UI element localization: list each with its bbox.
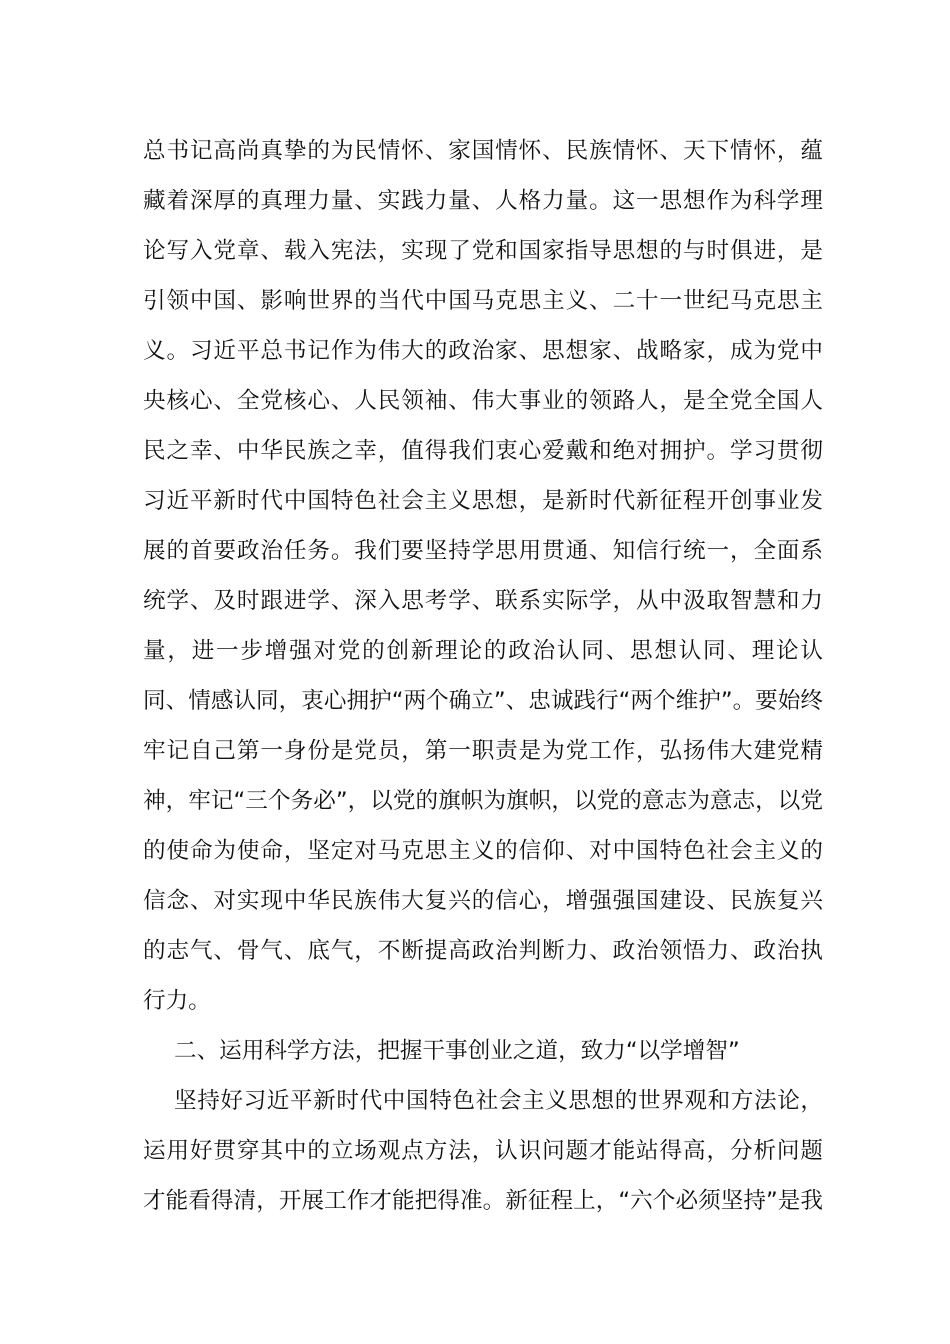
paragraph-line: 运用好贯穿其中的立场观点方法，认识问题才能站得高，分析问题 bbox=[143, 1138, 823, 1164]
paragraph-line: 的使命为使命，坚定对马克思主义的信仰、对中国特色社会主义的 bbox=[143, 838, 823, 864]
paragraph-line: 总书记高尚真挚的为民情怀、家国情怀、民族情怀、天下情怀，蕴 bbox=[143, 138, 823, 164]
section-heading-text: 二、运用科学方法，把握干事创业之道，致力“以学增智” bbox=[174, 1038, 740, 1064]
paragraph-line: 统学、及时跟进学、深入思考学、联系实际学，从中汲取智慧和力 bbox=[143, 588, 823, 614]
paragraph-line: 藏着深厚的真理力量、实践力量、人格力量。这一思想作为科学理 bbox=[143, 188, 823, 214]
paragraph-line: 央核心、全党核心、人民领袖、伟大事业的领路人，是全党全国人 bbox=[143, 388, 823, 414]
document-body bbox=[143, 126, 823, 1226]
paragraph-line: 行力。 bbox=[143, 988, 211, 1014]
paragraph-line: 同、情感认同，衷心拥护“两个确立”、忠诚践行“两个维护”。要始终 bbox=[143, 688, 823, 714]
paragraph-line: 牢记自己第一身份是党员，第一职责是为党工作，弘扬伟大建党精 bbox=[143, 738, 823, 764]
paragraph-line: 坚持好习近平新时代中国特色社会主义思想的世界观和方法论， bbox=[174, 1088, 823, 1114]
paragraph-line: 才能看得清，开展工作才能把得准。新征程上，“六个必须坚持”是我 bbox=[143, 1188, 823, 1214]
paragraph-2 bbox=[143, 1076, 823, 1226]
paragraph-line: 义。习近平总书记作为伟大的政治家、思想家、战略家，成为党中 bbox=[143, 338, 823, 364]
paragraph-line: 民之幸、中华民族之幸，值得我们衷心爱戴和绝对拥护。学习贯彻 bbox=[143, 438, 823, 464]
paragraph-line: 信念、对实现中华民族伟大复兴的信心，增强强国建设、民族复兴 bbox=[143, 888, 823, 914]
paragraph-line: 的志气、骨气、底气，不断提高政治判断力、政治领悟力、政治执 bbox=[143, 938, 823, 964]
paragraph-1 bbox=[143, 126, 823, 1026]
paragraph-line: 神，牢记“三个务必”，以党的旗帜为旗帜，以党的意志为意志，以党 bbox=[143, 788, 823, 814]
paragraph-line: 引领中国、影响世界的当代中国马克思主义、二十一世纪马克思主 bbox=[143, 288, 823, 314]
paragraph-line: 展的首要政治任务。我们要坚持学思用贯通、知信行统一，全面系 bbox=[143, 538, 823, 564]
paragraph-line: 习近平新时代中国特色社会主义思想，是新时代新征程开创事业发 bbox=[143, 488, 823, 514]
section-heading bbox=[143, 1026, 823, 1076]
paragraph-line: 量，进一步增强对党的创新理论的政治认同、思想认同、理论认 bbox=[143, 638, 823, 664]
paragraph-line: 论写入党章、载入宪法，实现了党和国家指导思想的与时俱进，是 bbox=[143, 238, 823, 264]
